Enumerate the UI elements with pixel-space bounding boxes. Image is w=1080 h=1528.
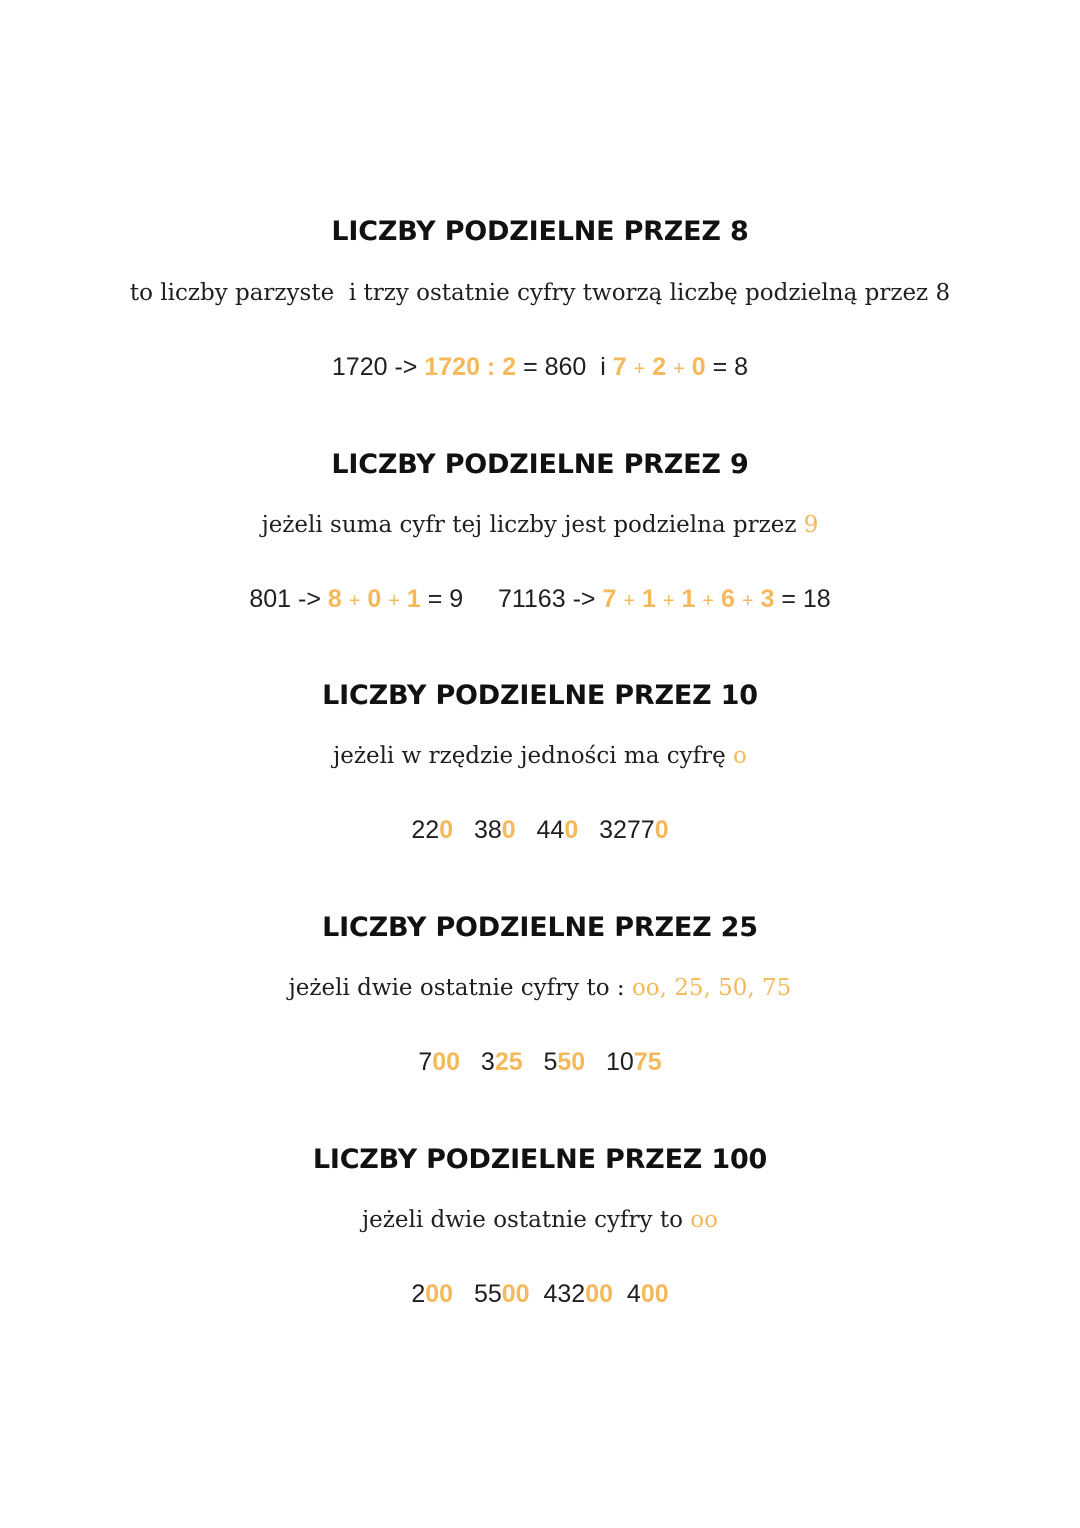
sum-result: = 8 xyxy=(712,353,749,381)
heading-divisible-by-10: LICZBY PODZIELNE PRZEZ 10 xyxy=(322,680,758,711)
description-divisible-by-9 xyxy=(0,512,1080,538)
description-divisible-by-8: to liczby parzyste i trzy ostatnie cyfry tworzą liczbę podzielną przez 8 xyxy=(129,280,951,306)
description-text: jeżeli w rzędzie jedności ma cyfrę xyxy=(333,743,726,769)
example-number: 220 xyxy=(411,816,454,844)
example-arrow: -> xyxy=(394,353,418,381)
examples-divisible-by-100 xyxy=(0,1280,1080,1309)
digit: 2 xyxy=(652,353,667,381)
heading-divisible-by-9: LICZBY PODZIELNE PRZEZ 9 xyxy=(331,449,749,480)
description-divisible-by-100 xyxy=(0,1207,1080,1233)
example-number: 801 xyxy=(249,585,292,613)
example-arrow: -> xyxy=(572,585,596,613)
example-number: 440 xyxy=(536,816,579,844)
example-number: 200 xyxy=(411,1280,454,1308)
digit: 3 xyxy=(760,585,775,613)
division-expression: 1720 : 2 xyxy=(424,353,517,381)
plus-sign: + xyxy=(388,590,400,612)
digit: 1 xyxy=(406,585,421,613)
heading-divisible-by-25: LICZBY PODZIELNE PRZEZ 25 xyxy=(322,912,758,943)
sum-result: = 9 xyxy=(427,585,464,613)
description-text: jeżeli dwie ostatnie cyfry to xyxy=(362,1207,683,1233)
example-number: 5500 xyxy=(473,1280,530,1308)
example-number: 43200 xyxy=(543,1280,613,1308)
example-divisible-by-8 xyxy=(0,353,1080,382)
digit: 0 xyxy=(367,585,382,613)
examples-divisible-by-25 xyxy=(0,1048,1080,1077)
example-number: 400 xyxy=(626,1280,669,1308)
digit: 7 xyxy=(602,585,617,613)
plus-sign: + xyxy=(673,358,685,380)
heading-divisible-by-100: LICZBY PODZIELNE PRZEZ 100 xyxy=(312,1144,768,1175)
digit: 0 xyxy=(691,353,706,381)
digit: 7 xyxy=(612,353,627,381)
description-divisible-by-10 xyxy=(0,743,1080,769)
example-number: 325 xyxy=(480,1048,523,1076)
division-result: = 860 xyxy=(523,353,587,381)
plus-sign: + xyxy=(623,590,635,612)
plus-sign: + xyxy=(702,590,714,612)
description-accent: oo xyxy=(690,1207,718,1233)
digit: 8 xyxy=(327,585,342,613)
digit: 6 xyxy=(720,585,735,613)
plus-sign: + xyxy=(741,590,754,612)
digit: 1 xyxy=(641,585,656,613)
description-accent: o xyxy=(733,743,747,769)
heading-divisible-by-8: LICZBY PODZIELNE PRZEZ 8 xyxy=(331,216,749,247)
plus-sign: + xyxy=(662,590,675,612)
example-number: 1075 xyxy=(606,1048,662,1076)
description-text: jeżeli suma cyfr tej liczby jest podzielna przez xyxy=(261,512,797,538)
description-text: jeżeli dwie ostatnie cyfry to : xyxy=(288,975,625,1001)
example-number: 550 xyxy=(543,1048,586,1076)
plus-sign: + xyxy=(348,590,361,612)
example-number: 1720 xyxy=(331,353,388,381)
description-accent: oo, 25, 50, 75 xyxy=(631,975,792,1001)
sum-result: = 18 xyxy=(781,585,831,613)
examples-divisible-by-9 xyxy=(0,585,1080,614)
description-accent: 9 xyxy=(803,512,819,538)
example-number: 32770 xyxy=(599,816,669,844)
digit: 1 xyxy=(681,585,696,613)
example-number: 71163 xyxy=(497,585,566,613)
description-divisible-by-25 xyxy=(0,975,1080,1001)
conjunction: i xyxy=(600,353,606,381)
example-number: 380 xyxy=(473,816,516,844)
plus-sign: + xyxy=(633,358,646,380)
example-number: 700 xyxy=(418,1048,461,1076)
examples-divisible-by-10 xyxy=(0,816,1080,845)
example-arrow: -> xyxy=(298,585,321,613)
